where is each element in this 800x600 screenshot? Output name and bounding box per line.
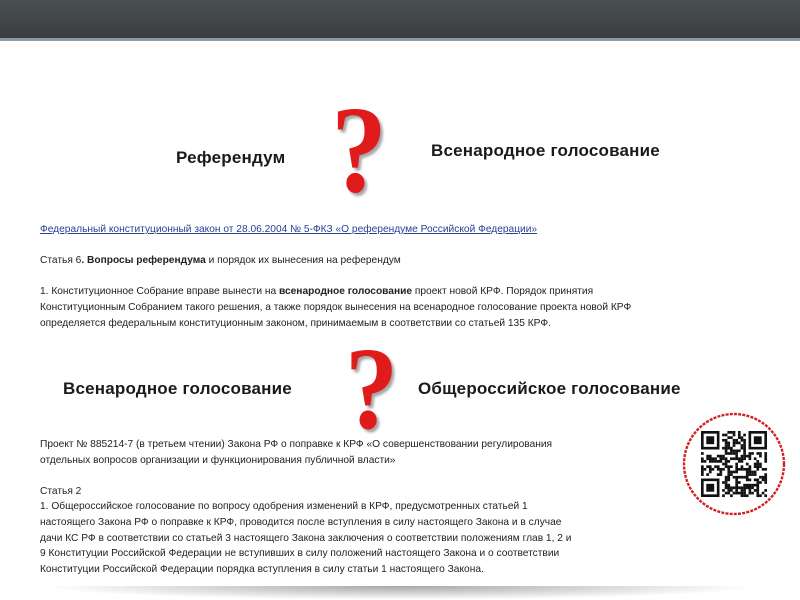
- law-excerpt-amendment: [40, 437, 700, 577]
- question-mark-icon: ?: [344, 323, 399, 454]
- project-title: Проект № 885214-7 (в третьем чтении) Закона РФ о поправке к КРФ «О совершенствовании регулирования отдельных вопросов организации и функционирования публичной власти»: [40, 439, 553, 466]
- question-mark-icon: ?: [331, 81, 387, 218]
- qr-code-icon[interactable]: [681, 411, 787, 517]
- heading-vsenarodnoe-bottom: Всенародное голосование: [63, 379, 292, 398]
- article-6-paragraph-1: 1. Конституционное Собрание вправе вынести на всенародное голосование проект новой КРФ. Порядок принятия Конституционным Собранием такого решения, а также порядок вынесения на всенародное голосование проекта новой КРФ определяется федеральным конституционным законом, принимаемым в соответствии со статьей 135 КРФ.: [40, 286, 632, 329]
- article-2-heading: Статья 2: [40, 485, 82, 497]
- heading-vsenarodnoe-top: Всенародное голосование: [431, 141, 660, 160]
- slide-top-bar: [0, 0, 800, 38]
- heading-referendum: Референдум: [176, 148, 286, 167]
- article-6-heading: Статья 6. Вопросы референдума и порядок их вынесения на референдум: [40, 255, 401, 267]
- qr-code-graphic: [681, 411, 787, 517]
- slide-top-accent-line: [0, 38, 800, 41]
- law-excerpt-referendum: [40, 222, 720, 331]
- law-link[interactable]: Федеральный конституционный закон от 28.06.2004 № 5-ФКЗ «О референдуме Российской Федерации»: [40, 224, 538, 235]
- slide-bottom-shadow: [40, 586, 760, 600]
- article-2-paragraph-1: 1. Общероссийское голосование по вопросу одобрения изменений в КРФ, предусмотренных статьей 1 настоящего Закона РФ о поправке к КРФ, проводится после вступления в силу настоящего Закона и в случае дачи КС РФ в соответствии со статьей 3 настоящего Закона заключения о соответствии положениям глав 1, 2 и 9 Конституции Российской Федерации не вступивших в силу положений настоящего Закона и о соответствии Конституции Российской Федерации порядка вступления в силу статьи 1 настоящего Закона.: [40, 501, 572, 575]
- heading-obsherossiyskoe: Общероссийское голосование: [418, 379, 681, 398]
